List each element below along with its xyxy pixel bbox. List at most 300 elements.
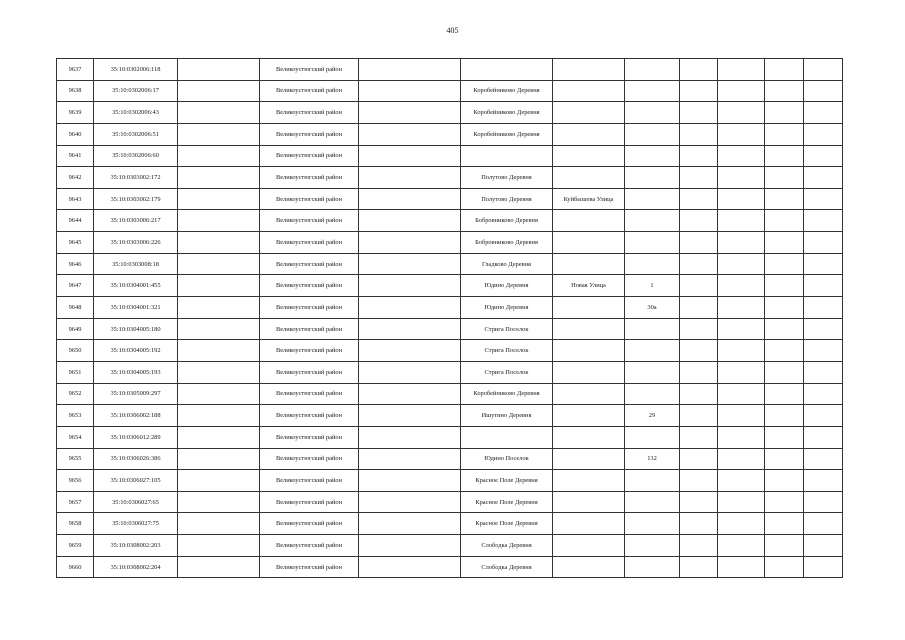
empty-cell xyxy=(680,535,718,557)
locality-cell: Стрига Поселок xyxy=(461,318,553,340)
street-cell xyxy=(553,232,625,254)
empty-cell xyxy=(765,340,804,362)
district-cell: Великоустюгский район xyxy=(260,470,359,492)
cadastral-number-cell: 35:10:0306027:65 xyxy=(94,491,178,513)
table-row xyxy=(57,275,843,297)
locality-cell: Юдино Деревня xyxy=(461,297,553,319)
empty-cell xyxy=(359,102,461,124)
empty-cell xyxy=(804,123,843,145)
empty-cell xyxy=(680,232,718,254)
empty-cell xyxy=(359,210,461,232)
cadastral-number-cell: 35:10:0303002:172 xyxy=(94,167,178,189)
empty-cell xyxy=(680,513,718,535)
street-cell xyxy=(553,253,625,275)
empty-cell xyxy=(359,340,461,362)
empty-cell xyxy=(718,361,765,383)
house-number-cell: 1 xyxy=(625,275,680,297)
empty-cell xyxy=(359,275,461,297)
empty-cell xyxy=(680,167,718,189)
empty-cell xyxy=(680,297,718,319)
empty-cell xyxy=(680,405,718,427)
empty-cell xyxy=(178,448,260,470)
empty-cell xyxy=(765,253,804,275)
empty-cell xyxy=(718,383,765,405)
street-cell xyxy=(553,470,625,492)
row-number-cell: 9652 xyxy=(57,383,94,405)
empty-cell xyxy=(804,318,843,340)
house-number-cell xyxy=(625,102,680,124)
empty-cell xyxy=(718,123,765,145)
empty-cell xyxy=(804,102,843,124)
empty-cell xyxy=(804,297,843,319)
empty-cell xyxy=(178,361,260,383)
district-cell: Великоустюгский район xyxy=(260,167,359,189)
empty-cell xyxy=(765,59,804,81)
locality-cell: Слободка Деревня xyxy=(461,535,553,557)
locality-cell xyxy=(461,145,553,167)
locality-cell: Коробейниково Деревня xyxy=(461,383,553,405)
empty-cell xyxy=(765,405,804,427)
row-number-cell: 9656 xyxy=(57,470,94,492)
empty-cell xyxy=(359,167,461,189)
empty-cell xyxy=(765,426,804,448)
street-cell xyxy=(553,491,625,513)
row-number-cell: 9651 xyxy=(57,361,94,383)
row-number-cell: 9645 xyxy=(57,232,94,254)
cadastral-number-cell: 35:10:0305009:297 xyxy=(94,383,178,405)
empty-cell xyxy=(178,513,260,535)
empty-cell xyxy=(804,188,843,210)
district-cell: Великоустюгский район xyxy=(260,448,359,470)
empty-cell xyxy=(765,275,804,297)
street-cell xyxy=(553,167,625,189)
empty-cell xyxy=(680,59,718,81)
cadastral-number-cell: 35:10:0302006:60 xyxy=(94,145,178,167)
cadastral-number-cell: 35:10:0304005:180 xyxy=(94,318,178,340)
row-number-cell: 9657 xyxy=(57,491,94,513)
cadastral-number-cell: 35:10:0304001:321 xyxy=(94,297,178,319)
locality-cell: Юдино Деревня xyxy=(461,275,553,297)
empty-cell xyxy=(680,470,718,492)
cadastral-number-cell: 35:10:0304005:193 xyxy=(94,361,178,383)
empty-cell xyxy=(359,188,461,210)
locality-cell: Бобровниково Деревня xyxy=(461,232,553,254)
empty-cell xyxy=(765,145,804,167)
empty-cell xyxy=(804,167,843,189)
district-cell: Великоустюгский район xyxy=(260,210,359,232)
empty-cell xyxy=(178,188,260,210)
empty-cell xyxy=(680,318,718,340)
empty-cell xyxy=(680,145,718,167)
empty-cell xyxy=(804,405,843,427)
row-number-cell: 9640 xyxy=(57,123,94,145)
table-row xyxy=(57,448,843,470)
row-number-cell: 9655 xyxy=(57,448,94,470)
locality-cell: Слободка Деревня xyxy=(461,556,553,578)
district-cell: Великоустюгский район xyxy=(260,275,359,297)
street-cell xyxy=(553,340,625,362)
locality-cell: Стрига Поселок xyxy=(461,361,553,383)
empty-cell xyxy=(718,318,765,340)
house-number-cell xyxy=(625,232,680,254)
empty-cell xyxy=(680,491,718,513)
empty-cell xyxy=(718,556,765,578)
district-cell: Великоустюгский район xyxy=(260,253,359,275)
empty-cell xyxy=(178,470,260,492)
district-cell: Великоустюгский район xyxy=(260,383,359,405)
district-cell: Великоустюгский район xyxy=(260,318,359,340)
house-number-cell xyxy=(625,361,680,383)
empty-cell xyxy=(765,210,804,232)
district-cell: Великоустюгский район xyxy=(260,405,359,427)
empty-cell xyxy=(178,297,260,319)
empty-cell xyxy=(804,448,843,470)
empty-cell xyxy=(359,318,461,340)
empty-cell xyxy=(680,123,718,145)
house-number-cell xyxy=(625,123,680,145)
table-row xyxy=(57,59,843,81)
district-cell: Великоустюгский район xyxy=(260,491,359,513)
row-number-cell: 9649 xyxy=(57,318,94,340)
house-number-cell xyxy=(625,80,680,102)
house-number-cell: 132 xyxy=(625,448,680,470)
empty-cell xyxy=(765,167,804,189)
empty-cell xyxy=(178,210,260,232)
empty-cell xyxy=(718,253,765,275)
house-number-cell xyxy=(625,210,680,232)
street-cell xyxy=(553,426,625,448)
row-number-cell: 9648 xyxy=(57,297,94,319)
empty-cell xyxy=(804,145,843,167)
empty-cell xyxy=(718,491,765,513)
empty-cell xyxy=(804,80,843,102)
street-cell xyxy=(553,297,625,319)
empty-cell xyxy=(804,535,843,557)
house-number-cell xyxy=(625,535,680,557)
empty-cell xyxy=(718,232,765,254)
empty-cell xyxy=(718,275,765,297)
locality-cell: Красное Поле Деревня xyxy=(461,513,553,535)
district-cell: Великоустюгский район xyxy=(260,513,359,535)
empty-cell xyxy=(178,491,260,513)
empty-cell xyxy=(178,318,260,340)
street-cell xyxy=(553,513,625,535)
table-row xyxy=(57,80,843,102)
row-number-cell: 9653 xyxy=(57,405,94,427)
empty-cell xyxy=(804,470,843,492)
locality-cell: Красное Поле Деревня xyxy=(461,470,553,492)
empty-cell xyxy=(718,535,765,557)
locality-cell xyxy=(461,59,553,81)
empty-cell xyxy=(765,535,804,557)
district-cell: Великоустюгский район xyxy=(260,297,359,319)
empty-cell xyxy=(765,232,804,254)
empty-cell xyxy=(680,383,718,405)
empty-cell xyxy=(359,232,461,254)
district-cell: Великоустюгский район xyxy=(260,59,359,81)
street-cell xyxy=(553,318,625,340)
cadastral-number-cell: 35:10:0302006:43 xyxy=(94,102,178,124)
empty-cell xyxy=(680,448,718,470)
empty-cell xyxy=(804,210,843,232)
empty-cell xyxy=(765,448,804,470)
empty-cell xyxy=(359,123,461,145)
empty-cell xyxy=(718,167,765,189)
house-number-cell xyxy=(625,513,680,535)
row-number-cell: 9644 xyxy=(57,210,94,232)
locality-cell xyxy=(461,426,553,448)
cadastral-number-cell: 35:10:0306027:75 xyxy=(94,513,178,535)
empty-cell xyxy=(804,340,843,362)
district-cell: Великоустюгский район xyxy=(260,556,359,578)
locality-cell: Бобровниково Деревня xyxy=(461,210,553,232)
district-cell: Великоустюгский район xyxy=(260,340,359,362)
table-row xyxy=(57,513,843,535)
cadastral-number-cell: 35:10:0302006:51 xyxy=(94,123,178,145)
row-number-cell: 9650 xyxy=(57,340,94,362)
street-cell xyxy=(553,59,625,81)
empty-cell xyxy=(359,80,461,102)
empty-cell xyxy=(718,297,765,319)
empty-cell xyxy=(178,102,260,124)
cadastral-number-cell: 35:10:0302006:118 xyxy=(94,59,178,81)
table-row xyxy=(57,297,843,319)
empty-cell xyxy=(718,470,765,492)
cadastral-number-cell: 35:10:0302006:17 xyxy=(94,80,178,102)
empty-cell xyxy=(718,59,765,81)
empty-cell xyxy=(178,253,260,275)
empty-cell xyxy=(178,123,260,145)
empty-cell xyxy=(804,556,843,578)
empty-cell xyxy=(178,340,260,362)
empty-cell xyxy=(359,535,461,557)
table-row xyxy=(57,232,843,254)
street-cell xyxy=(553,535,625,557)
row-number-cell: 9647 xyxy=(57,275,94,297)
locality-cell: Полутово Деревня xyxy=(461,167,553,189)
table-row xyxy=(57,123,843,145)
empty-cell xyxy=(718,188,765,210)
table-row xyxy=(57,361,843,383)
house-number-cell: 29 xyxy=(625,405,680,427)
empty-cell xyxy=(765,80,804,102)
empty-cell xyxy=(359,448,461,470)
locality-cell: Гладково Деревня xyxy=(461,253,553,275)
table-row xyxy=(57,491,843,513)
street-cell: Новая Улица xyxy=(553,275,625,297)
street-cell xyxy=(553,556,625,578)
empty-cell xyxy=(359,491,461,513)
empty-cell xyxy=(804,513,843,535)
cadastral-number-cell: 35:10:0303006:217 xyxy=(94,210,178,232)
empty-cell xyxy=(765,556,804,578)
house-number-cell xyxy=(625,426,680,448)
house-number-cell xyxy=(625,318,680,340)
locality-cell: Коробейниково Деревня xyxy=(461,123,553,145)
row-number-cell: 9637 xyxy=(57,59,94,81)
street-cell xyxy=(553,405,625,427)
locality-cell: Коробейниково Деревня xyxy=(461,80,553,102)
empty-cell xyxy=(178,383,260,405)
cadastral-number-cell: 35:10:0304005:192 xyxy=(94,340,178,362)
row-number-cell: 9641 xyxy=(57,145,94,167)
cadastral-number-cell: 35:10:0308002:204 xyxy=(94,556,178,578)
row-number-cell: 9638 xyxy=(57,80,94,102)
empty-cell xyxy=(765,123,804,145)
cadastral-number-cell: 35:10:0304001:455 xyxy=(94,275,178,297)
empty-cell xyxy=(680,253,718,275)
locality-cell: Стрига Поселок xyxy=(461,340,553,362)
district-cell: Великоустюгский район xyxy=(260,232,359,254)
table-row xyxy=(57,426,843,448)
locality-cell: Юдино Поселок xyxy=(461,448,553,470)
empty-cell xyxy=(718,102,765,124)
empty-cell xyxy=(359,556,461,578)
empty-cell xyxy=(359,59,461,81)
table-row xyxy=(57,167,843,189)
house-number-cell xyxy=(625,145,680,167)
empty-cell xyxy=(178,167,260,189)
empty-cell xyxy=(804,491,843,513)
house-number-cell xyxy=(625,167,680,189)
empty-cell xyxy=(765,513,804,535)
house-number-cell xyxy=(625,188,680,210)
cadastral-number-cell: 35:10:0306012:289 xyxy=(94,426,178,448)
empty-cell xyxy=(765,318,804,340)
street-cell xyxy=(553,383,625,405)
locality-cell: Коробейниково Деревня xyxy=(461,102,553,124)
street-cell: Куйбышева Улица xyxy=(553,188,625,210)
empty-cell xyxy=(804,361,843,383)
empty-cell xyxy=(718,405,765,427)
empty-cell xyxy=(765,491,804,513)
table-row xyxy=(57,318,843,340)
empty-cell xyxy=(804,59,843,81)
house-number-cell xyxy=(625,340,680,362)
street-cell xyxy=(553,102,625,124)
table-row xyxy=(57,383,843,405)
district-cell: Великоустюгский район xyxy=(260,145,359,167)
empty-cell xyxy=(359,383,461,405)
house-number-cell: 30а xyxy=(625,297,680,319)
empty-cell xyxy=(680,426,718,448)
empty-cell xyxy=(680,275,718,297)
table-row xyxy=(57,102,843,124)
empty-cell xyxy=(804,275,843,297)
row-number-cell: 9639 xyxy=(57,102,94,124)
empty-cell xyxy=(359,145,461,167)
table-body xyxy=(57,59,843,578)
empty-cell xyxy=(718,145,765,167)
table-row xyxy=(57,340,843,362)
district-cell: Великоустюгский район xyxy=(260,123,359,145)
empty-cell xyxy=(680,340,718,362)
empty-cell xyxy=(680,361,718,383)
row-number-cell: 9660 xyxy=(57,556,94,578)
empty-cell xyxy=(359,297,461,319)
locality-cell: Красное Поле Деревня xyxy=(461,491,553,513)
cadastral-number-cell: 35:10:0306027:105 xyxy=(94,470,178,492)
empty-cell xyxy=(178,232,260,254)
empty-cell xyxy=(804,232,843,254)
empty-cell xyxy=(804,253,843,275)
empty-cell xyxy=(718,340,765,362)
table-row xyxy=(57,253,843,275)
district-cell: Великоустюгский район xyxy=(260,102,359,124)
cadastral-number-cell: 35:10:0306002:188 xyxy=(94,405,178,427)
locality-cell: Ишутино Деревня xyxy=(461,405,553,427)
district-cell: Великоустюгский район xyxy=(260,80,359,102)
district-cell: Великоустюгский район xyxy=(260,361,359,383)
empty-cell xyxy=(178,145,260,167)
street-cell xyxy=(553,448,625,470)
district-cell: Великоустюгский район xyxy=(260,188,359,210)
empty-cell xyxy=(718,80,765,102)
empty-cell xyxy=(765,188,804,210)
empty-cell xyxy=(765,470,804,492)
empty-cell xyxy=(718,210,765,232)
street-cell xyxy=(553,123,625,145)
house-number-cell xyxy=(625,470,680,492)
cadastral-number-cell: 35:10:0308002:203 xyxy=(94,535,178,557)
empty-cell xyxy=(359,426,461,448)
registry-table xyxy=(56,58,843,578)
empty-cell xyxy=(359,470,461,492)
row-number-cell: 9658 xyxy=(57,513,94,535)
empty-cell xyxy=(804,426,843,448)
row-number-cell: 9642 xyxy=(57,167,94,189)
house-number-cell xyxy=(625,556,680,578)
empty-cell xyxy=(680,80,718,102)
empty-cell xyxy=(718,513,765,535)
empty-cell xyxy=(178,556,260,578)
empty-cell xyxy=(178,80,260,102)
row-number-cell: 9659 xyxy=(57,535,94,557)
district-cell: Великоустюгский район xyxy=(260,535,359,557)
row-number-cell: 9654 xyxy=(57,426,94,448)
empty-cell xyxy=(680,210,718,232)
empty-cell xyxy=(178,535,260,557)
empty-cell xyxy=(178,405,260,427)
street-cell xyxy=(553,210,625,232)
empty-cell xyxy=(680,556,718,578)
empty-cell xyxy=(680,102,718,124)
empty-cell xyxy=(765,361,804,383)
house-number-cell xyxy=(625,59,680,81)
empty-cell xyxy=(765,102,804,124)
cadastral-number-cell: 35:10:0303006:226 xyxy=(94,232,178,254)
cadastral-number-cell: 35:10:0303002:179 xyxy=(94,188,178,210)
district-cell: Великоустюгский район xyxy=(260,426,359,448)
table-row xyxy=(57,535,843,557)
empty-cell xyxy=(765,383,804,405)
locality-cell: Полутово Деревня xyxy=(461,188,553,210)
empty-cell xyxy=(804,383,843,405)
cadastral-number-cell: 35:10:0306026:386 xyxy=(94,448,178,470)
street-cell xyxy=(553,80,625,102)
table-row xyxy=(57,556,843,578)
empty-cell xyxy=(718,448,765,470)
empty-cell xyxy=(178,426,260,448)
table-row xyxy=(57,210,843,232)
empty-cell xyxy=(178,59,260,81)
house-number-cell xyxy=(625,253,680,275)
empty-cell xyxy=(359,253,461,275)
cadastral-number-cell: 35:10:0303008:18 xyxy=(94,253,178,275)
empty-cell xyxy=(718,426,765,448)
page-number: 405 xyxy=(446,26,459,35)
row-number-cell: 9646 xyxy=(57,253,94,275)
